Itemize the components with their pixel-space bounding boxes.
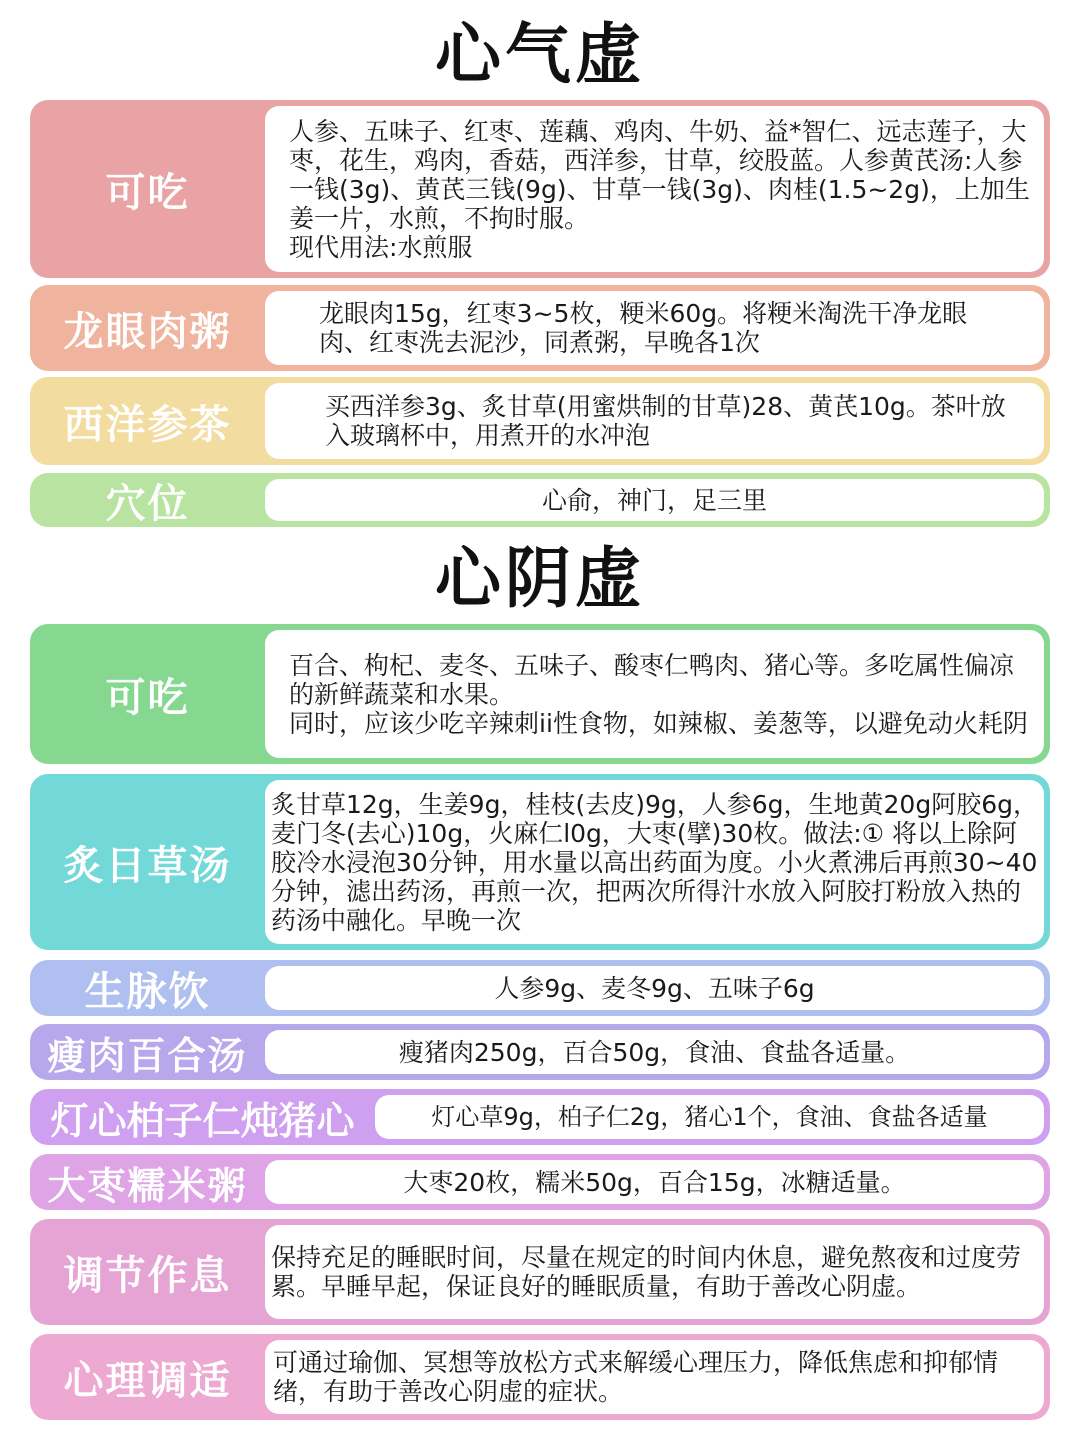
row-lily-soup [30, 1024, 1050, 1080]
row-text: 龙眼肉15g，红枣3~5枚，粳米60g。将粳米淘洗干净龙眼肉、红枣洗去泥沙，同煮粥，早晚各1次 [319, 299, 968, 357]
row-longan-porridge [30, 285, 1050, 371]
row-adjust-rest [30, 1219, 1050, 1325]
row-content [265, 780, 1044, 944]
row-text: 炙甘草12g，生姜9g，桂枝(去皮)9g，人参6g，生地黄20g阿胶6g，麦门冬(去心)10g，火麻仁l0g，大枣(擘)30枚。做法:① 将以上除阿胶冷水浸泡30分钟，用水量以高出药面为度。小火煮沸后再煎30~40分钟，滤出药汤，再煎一次，把两次所得汁水放入阿胶打粉放入热的药汤中融化。早晚一次 [271, 789, 1038, 935]
row-pig-heart-stew [30, 1089, 1050, 1145]
row-label: 心理调适 [63, 1357, 232, 1404]
row-content [265, 1030, 1044, 1074]
row-text: 人参、五味子、红枣、莲藕、鸡肉、牛奶、益*智仁、远志莲子，大枣，花生，鸡肉，香菇，西洋参，甘草，绞股蓝。人参黄芪汤:人参一钱(3g)、黄芪三钱(9g)、甘草一钱(3g)、肉桂(1.5~2g)，上加生姜一片，水煎，不拘时服。 现代用法:水煎服 [289, 116, 1030, 262]
row-text: 瘦猪肉250g，百合50g，食油、食盐各适量。 [398, 1037, 911, 1067]
row-content [265, 1225, 1044, 1319]
row-text: 心俞，神门，足三里 [541, 485, 767, 515]
row-text: 百合、枸杞、麦冬、五味子、酸枣仁鸭肉、猪心等。多吃属性偏凉的新鲜蔬菜和水果。 同时，应该少吃辛辣刺ii性食物，如辣椒、姜葱等，以避免动火耗阴 [289, 650, 1028, 738]
row-can-eat-qi [30, 100, 1050, 278]
row-text: 大枣20枚，糯米50g，百合15g，冰糖适量。 [403, 1167, 906, 1197]
row-text: 保持充足的睡眠时间，尽量在规定的时间内休息，避免熬夜和过度劳累。早睡早起，保证良好的睡眠质量，有助于善改心阴虚。 [271, 1243, 1022, 1301]
row-licorice-soup [30, 774, 1050, 950]
row-content [265, 106, 1044, 272]
section-title-heart-yin: 心阴虚 [435, 540, 645, 617]
row-text: 灯心草9g，柏子仁2g，猪心1个，食油、食盐各适量 [431, 1102, 988, 1131]
row-label: 西洋参茶 [63, 401, 232, 448]
row-label: 炙日草汤 [63, 842, 232, 889]
row-label: 穴位 [105, 480, 190, 527]
row-can-eat-yin [30, 624, 1050, 764]
section-title-heart-qi: 心气虚 [435, 16, 645, 93]
row-label: 可吃 [105, 674, 190, 721]
row-content [265, 966, 1044, 1010]
row-ginseng-tea [30, 377, 1050, 465]
row-jujube-porridge [30, 1154, 1050, 1210]
row-label: 大枣糯米粥 [47, 1163, 248, 1208]
row-text: 买西洋参3g、炙甘草(用蜜烘制的甘草)28、黄芪10g。茶叶放入玻璃杯中，用煮开的水冲泡 [325, 392, 1006, 450]
row-content [375, 1095, 1044, 1139]
row-content [265, 383, 1044, 459]
row-mental-adjust [30, 1334, 1050, 1420]
row-label: 可吃 [105, 169, 190, 216]
row-content [265, 479, 1044, 521]
row-content [265, 291, 1044, 365]
row-label: 生脉饮 [84, 968, 211, 1015]
row-label: 灯心柏子仁炖猪心 [50, 1098, 355, 1143]
row-content [265, 1160, 1044, 1204]
row-label: 调节作息 [63, 1252, 232, 1299]
row-content [265, 630, 1044, 758]
row-text: 可通过瑜伽、冥想等放松方式来解缓心理压力，降低焦虑和抑郁情绪，有助于善改心阴虚的症状。 [273, 1348, 999, 1406]
row-text: 人参9g、麦冬9g、五味子6g [494, 973, 815, 1003]
row-acupoints [30, 473, 1050, 527]
row-content [265, 1340, 1044, 1414]
row-label: 龙眼肉粥 [63, 308, 232, 355]
row-label: 瘦肉百合汤 [47, 1033, 248, 1078]
row-shengmai-drink [30, 960, 1050, 1016]
